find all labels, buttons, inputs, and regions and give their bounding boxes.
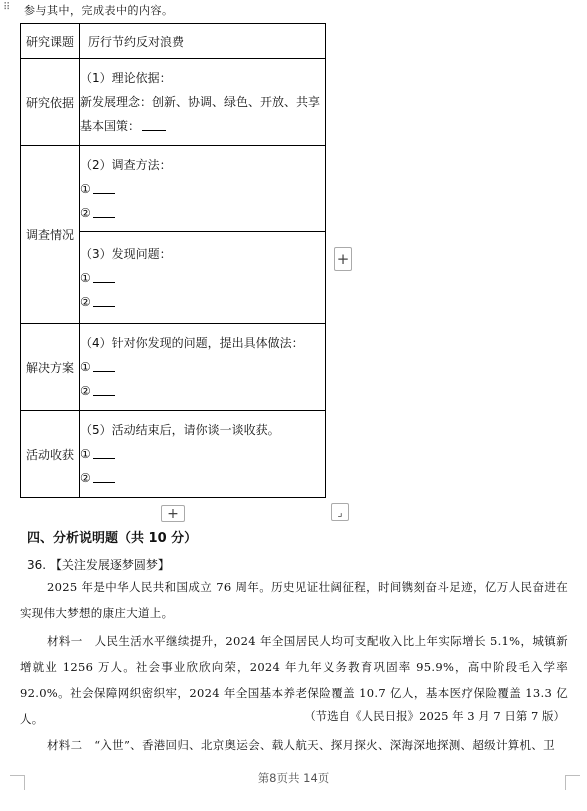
basis-line1: 新发展理念：创新、协调、绿色、开放、共享 <box>80 95 321 109</box>
table-row <box>21 146 326 232</box>
answer-blank[interactable] <box>93 205 115 218</box>
method-heading: （2）调查方法： <box>80 157 172 172</box>
answer-blank[interactable] <box>93 470 115 483</box>
section-title: 四、分析说明题（共 10 分） <box>27 531 198 546</box>
resize-icon: ⌟ <box>337 505 343 519</box>
basis-cell <box>80 59 326 146</box>
plus-icon: + <box>167 505 179 522</box>
table-resize-button[interactable] <box>331 503 349 521</box>
topic-value: 厉行节约反对浪费 <box>80 24 326 59</box>
answer-blank[interactable] <box>93 270 115 283</box>
solution-cell <box>80 324 326 411</box>
material-two: 材料二 “入世”、香港回归、北京奥运会、载人航天、探月探火、深海深地探测、超级计算机、卫 <box>47 738 555 752</box>
basis-heading: （1）理论依据： <box>80 71 172 85</box>
method-cell <box>80 146 326 232</box>
answer-blank[interactable] <box>93 383 115 396</box>
answer-blank[interactable] <box>142 118 166 131</box>
answer-blank[interactable] <box>93 446 115 459</box>
harvest-item-2: ② <box>80 466 325 490</box>
solution-item-2: ② <box>80 379 325 403</box>
answer-blank[interactable] <box>93 294 115 307</box>
problem-heading: （3）发现问题： <box>80 246 172 261</box>
harvest-label: 活动收获 <box>21 411 80 498</box>
add-row-button[interactable] <box>161 505 185 522</box>
table-row <box>21 24 326 59</box>
problem-item-1: ① <box>80 266 325 290</box>
plus-icon: + <box>336 250 350 268</box>
basis-line2-row <box>80 114 325 138</box>
problem-item-2: ② <box>80 290 325 314</box>
survey-label: 调查情况 <box>21 146 80 324</box>
answer-blank[interactable] <box>93 181 115 194</box>
table-row <box>21 59 326 146</box>
solution-item-1: ① <box>80 355 325 379</box>
method-item-1: ① <box>80 177 325 201</box>
source-citation: （节选自《人民日报》2025 年 3 月 7 日第 7 版） <box>304 709 565 723</box>
topic-label: 研究课题 <box>21 24 80 59</box>
solution-heading: （4）针对你发现的问题，提出具体做法： <box>80 336 304 350</box>
method-item-2: ② <box>80 201 325 225</box>
harvest-heading: （5）活动结束后，请你谈一谈收获。 <box>80 423 280 437</box>
harvest-cell <box>80 411 326 498</box>
question-title: 36. 【关注发展逐梦圆梦】 <box>27 558 170 572</box>
research-table <box>20 23 326 498</box>
basis-label: 研究依据 <box>21 59 80 146</box>
basis-line2: 基本国策： <box>80 119 141 133</box>
harvest-item-1: ① <box>80 442 325 466</box>
solution-label: 解决方案 <box>21 324 80 411</box>
material-one: 材料一 人民生活水平继续提升，2024 年全国居民人均可支配收入比上年实际增长 5.1%，城镇新增就业 1256 万人。社会事业欣欣向荣，2024 年九年义务教育巩固率 95.9%，高中阶段毛入学率 92.0%。社会保障网织密织牢，2024 年全国基本养老保险覆盖 10.7 亿人，基本医疗保险覆盖 13.3 亿人。 <box>20 634 568 726</box>
page-footer: 第8页共 14页 <box>257 771 330 785</box>
intro-text: 参与其中，完成表中的内容。 <box>24 4 174 17</box>
intro-paragraph: 2025 年是中华人民共和国成立 76 周年。历史见证壮阔征程，时间镌刻奋斗足迹，亿万人民奋进在实现伟大梦想的康庄大道上。 <box>20 580 568 620</box>
problem-cell <box>80 232 326 324</box>
table-move-handle-icon[interactable]: ⠿ <box>3 2 11 13</box>
table-row <box>21 324 326 411</box>
answer-blank[interactable] <box>93 359 115 372</box>
add-column-button[interactable] <box>334 247 352 271</box>
table-row <box>21 411 326 498</box>
